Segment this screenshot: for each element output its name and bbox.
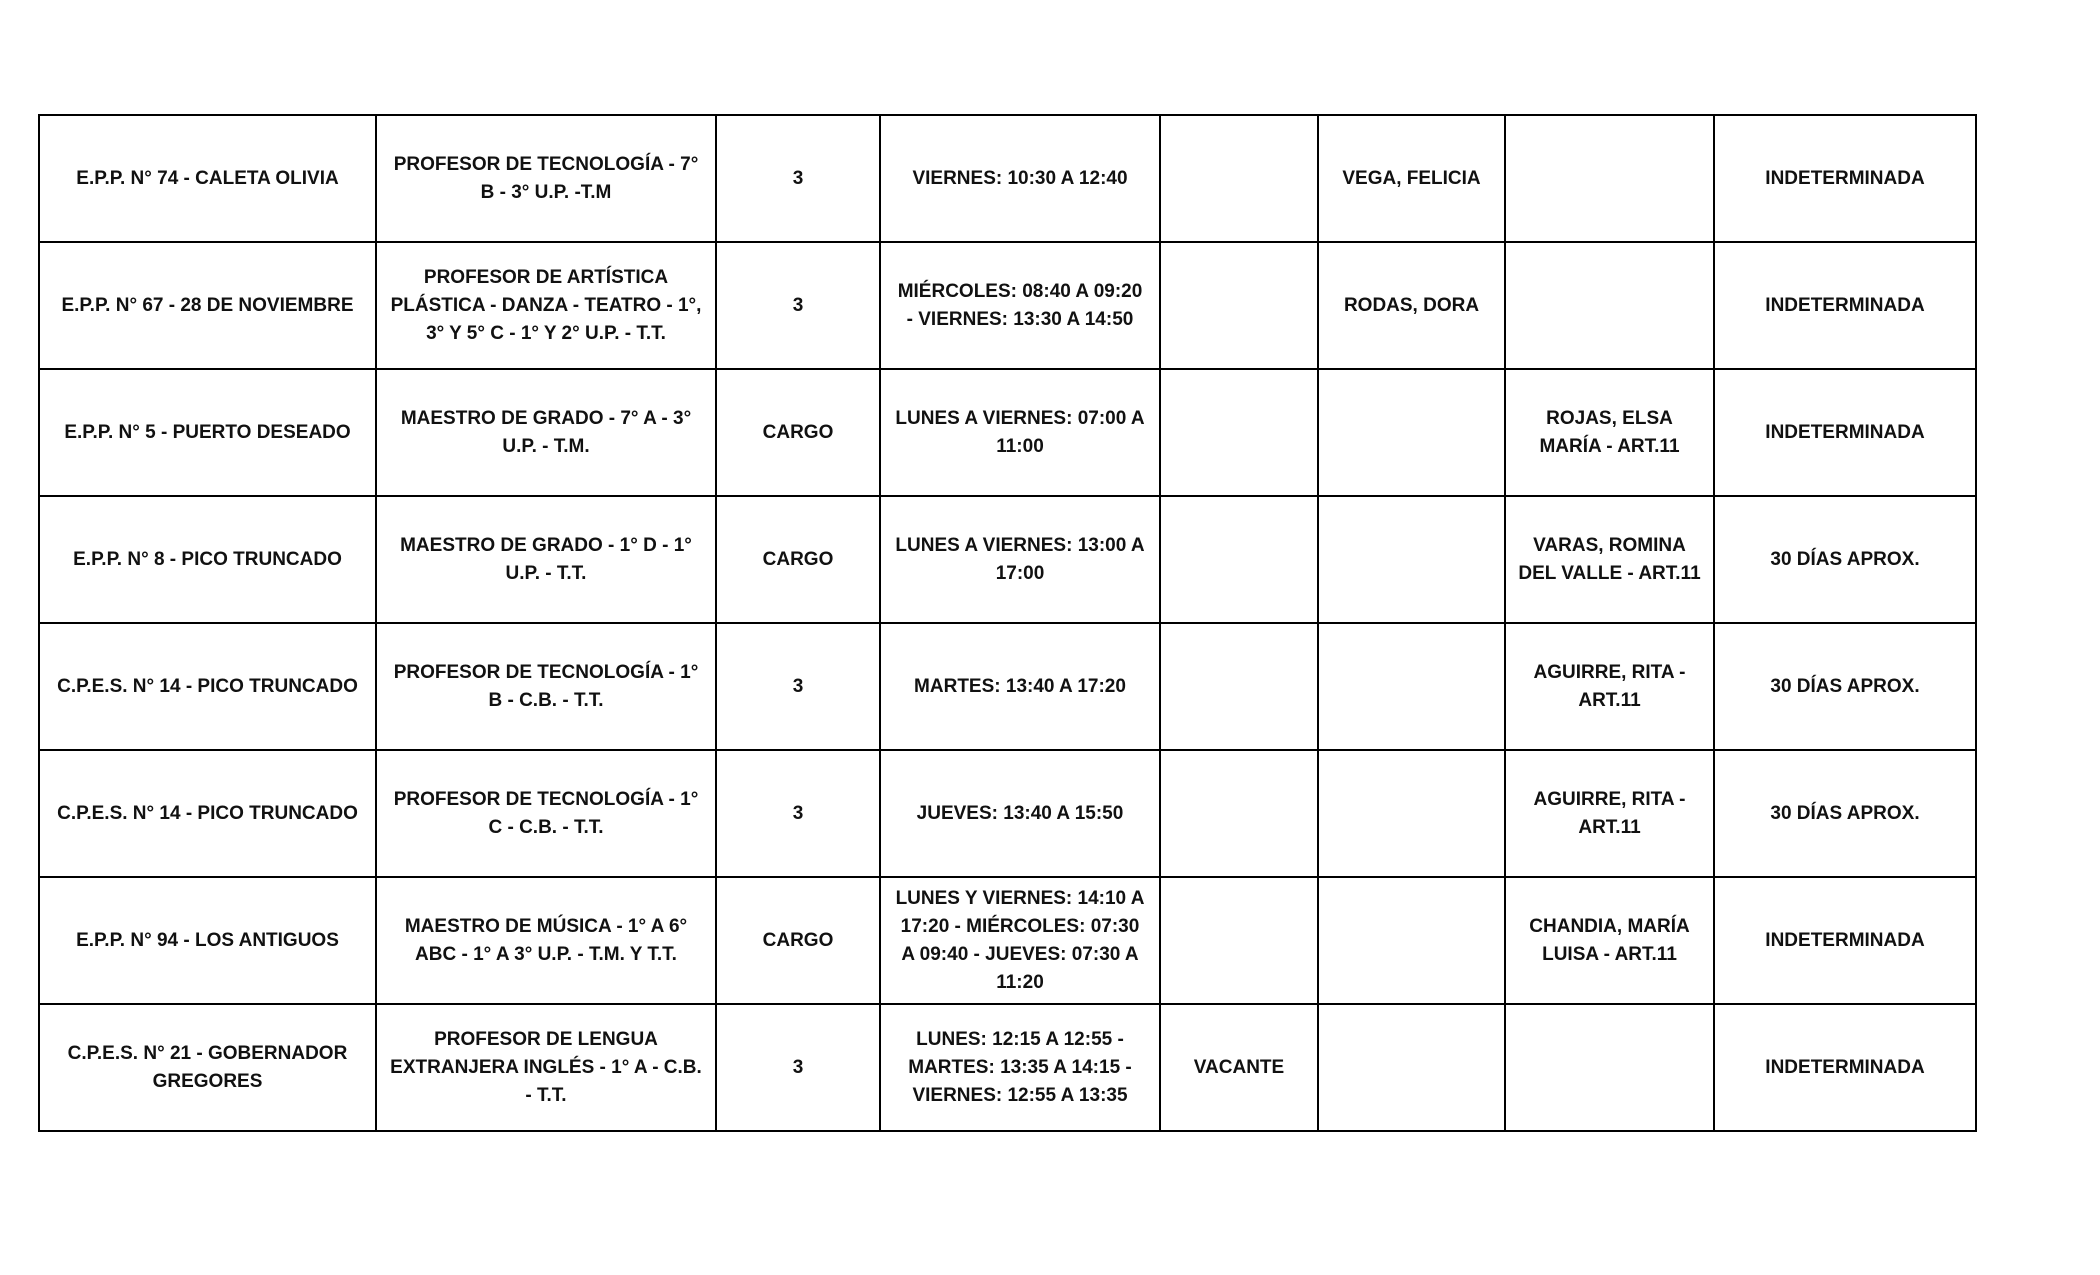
status-cell bbox=[1160, 623, 1318, 750]
hours-cell: 3 bbox=[716, 623, 880, 750]
school-cell: C.P.E.S. N° 14 - PICO TRUNCADO bbox=[39, 623, 376, 750]
status-cell bbox=[1160, 496, 1318, 623]
position-cell: MAESTRO DE GRADO - 1° D - 1° U.P. - T.T. bbox=[376, 496, 716, 623]
hours-cell: CARGO bbox=[716, 369, 880, 496]
position-cell: PROFESOR DE TECNOLOGÍA - 1° C - C.B. - T.T. bbox=[376, 750, 716, 877]
status-cell bbox=[1160, 369, 1318, 496]
schedule-cell: LUNES A VIERNES: 13:00 A 17:00 bbox=[880, 496, 1160, 623]
holder-cell bbox=[1318, 877, 1505, 1004]
hours-cell: CARGO bbox=[716, 496, 880, 623]
schedule-cell: LUNES A VIERNES: 07:00 A 11:00 bbox=[880, 369, 1160, 496]
duration-cell: INDETERMINADA bbox=[1714, 1004, 1976, 1131]
vacancies-table bbox=[38, 114, 1977, 1132]
substitute-cell: ROJAS, ELSA MARÍA - ART.11 bbox=[1505, 369, 1714, 496]
status-cell bbox=[1160, 115, 1318, 242]
duration-cell: 30 DÍAS APROX. bbox=[1714, 496, 1976, 623]
duration-cell: INDETERMINADA bbox=[1714, 242, 1976, 369]
status-cell bbox=[1160, 750, 1318, 877]
school-cell: E.P.P. N° 67 - 28 DE NOVIEMBRE bbox=[39, 242, 376, 369]
holder-cell bbox=[1318, 623, 1505, 750]
table-row bbox=[39, 877, 1976, 1004]
status-cell bbox=[1160, 877, 1318, 1004]
substitute-cell bbox=[1505, 115, 1714, 242]
hours-cell: CARGO bbox=[716, 877, 880, 1004]
position-cell: PROFESOR DE ARTÍSTICA PLÁSTICA - DANZA - TEATRO - 1°, 3° Y 5° C - 1° Y 2° U.P. - T.T. bbox=[376, 242, 716, 369]
table-row bbox=[39, 496, 1976, 623]
schedule-cell: MARTES: 13:40 A 17:20 bbox=[880, 623, 1160, 750]
hours-cell: 3 bbox=[716, 750, 880, 877]
position-cell: PROFESOR DE TECNOLOGÍA - 1° B - C.B. - T.T. bbox=[376, 623, 716, 750]
table-row bbox=[39, 242, 1976, 369]
duration-cell: INDETERMINADA bbox=[1714, 877, 1976, 1004]
table-row bbox=[39, 750, 1976, 877]
duration-cell: 30 DÍAS APROX. bbox=[1714, 750, 1976, 877]
duration-cell: INDETERMINADA bbox=[1714, 369, 1976, 496]
substitute-cell bbox=[1505, 242, 1714, 369]
substitute-cell bbox=[1505, 1004, 1714, 1131]
school-cell: E.P.P. N° 74 - CALETA OLIVIA bbox=[39, 115, 376, 242]
hours-cell: 3 bbox=[716, 115, 880, 242]
position-cell: MAESTRO DE MÚSICA - 1° A 6° ABC - 1° A 3° U.P. - T.M. Y T.T. bbox=[376, 877, 716, 1004]
holder-cell bbox=[1318, 369, 1505, 496]
substitute-cell: CHANDIA, MARÍA LUISA - ART.11 bbox=[1505, 877, 1714, 1004]
table-row bbox=[39, 369, 1976, 496]
holder-cell bbox=[1318, 750, 1505, 877]
table-row bbox=[39, 115, 1976, 242]
substitute-cell: VARAS, ROMINA DEL VALLE - ART.11 bbox=[1505, 496, 1714, 623]
status-cell bbox=[1160, 242, 1318, 369]
schedule-cell: VIERNES: 10:30 A 12:40 bbox=[880, 115, 1160, 242]
substitute-cell: AGUIRRE, RITA - ART.11 bbox=[1505, 623, 1714, 750]
hours-cell: 3 bbox=[716, 1004, 880, 1131]
duration-cell: INDETERMINADA bbox=[1714, 115, 1976, 242]
position-cell: PROFESOR DE TECNOLOGÍA - 7° B - 3° U.P. -T.M bbox=[376, 115, 716, 242]
school-cell: E.P.P. N° 5 - PUERTO DESEADO bbox=[39, 369, 376, 496]
schedule-cell: JUEVES: 13:40 A 15:50 bbox=[880, 750, 1160, 877]
school-cell: C.P.E.S. N° 14 - PICO TRUNCADO bbox=[39, 750, 376, 877]
holder-cell: RODAS, DORA bbox=[1318, 242, 1505, 369]
position-cell: PROFESOR DE LENGUA EXTRANJERA INGLÉS - 1° A - C.B. - T.T. bbox=[376, 1004, 716, 1131]
duration-cell: 30 DÍAS APROX. bbox=[1714, 623, 1976, 750]
vacancies-table-body bbox=[39, 115, 1976, 1131]
holder-cell bbox=[1318, 496, 1505, 623]
holder-cell bbox=[1318, 1004, 1505, 1131]
status-cell: VACANTE bbox=[1160, 1004, 1318, 1131]
holder-cell: VEGA, FELICIA bbox=[1318, 115, 1505, 242]
school-cell: C.P.E.S. N° 21 - GOBERNADOR GREGORES bbox=[39, 1004, 376, 1131]
substitute-cell: AGUIRRE, RITA - ART.11 bbox=[1505, 750, 1714, 877]
school-cell: E.P.P. N° 8 - PICO TRUNCADO bbox=[39, 496, 376, 623]
schedule-cell: MIÉRCOLES: 08:40 A 09:20 - VIERNES: 13:30 A 14:50 bbox=[880, 242, 1160, 369]
schedule-cell: LUNES: 12:15 A 12:55 - MARTES: 13:35 A 14:15 - VIERNES: 12:55 A 13:35 bbox=[880, 1004, 1160, 1131]
position-cell: MAESTRO DE GRADO - 7° A - 3° U.P. - T.M. bbox=[376, 369, 716, 496]
table-row bbox=[39, 1004, 1976, 1131]
school-cell: E.P.P. N° 94 - LOS ANTIGUOS bbox=[39, 877, 376, 1004]
table-row bbox=[39, 623, 1976, 750]
hours-cell: 3 bbox=[716, 242, 880, 369]
schedule-cell: LUNES Y VIERNES: 14:10 A 17:20 - MIÉRCOLES: 07:30 A 09:40 - JUEVES: 07:30 A 11:20 bbox=[880, 877, 1160, 1004]
